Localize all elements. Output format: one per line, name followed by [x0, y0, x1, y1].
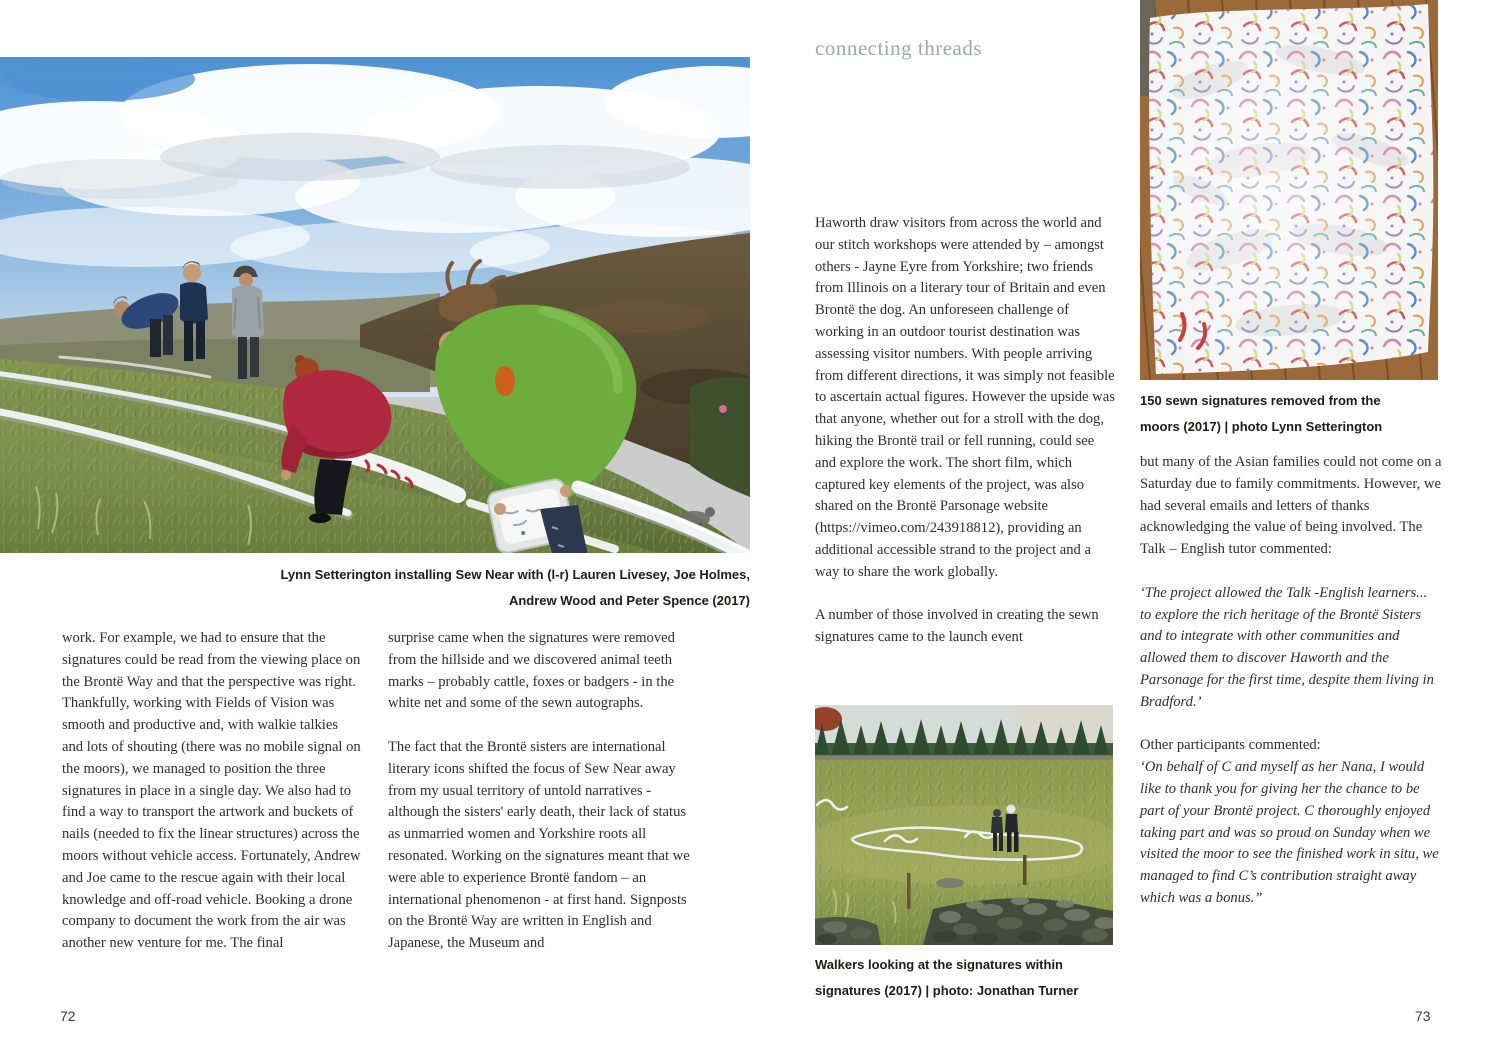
left-column-1: work. For example, we had to ensure that the signatures could be read from the viewing place on the Brontë Way and that the perspective was right. Thankfully, working with Fields of Vision was smooth and productive and, with walkie talkies and lots of shouting (there was no mobile signal on the moors), we managed to position the three signatures in place in a single day. We also had to find a way to transport the artwork and buckets of nails (needed to fix the linear structures) across the moors without vehicle access. Fortunately, Andrew and Joe came to the rescue again with their local knowledge and off-road vehicle. Booking a drone company to document the work from the air was another new venture for me. The final [62, 630, 361, 952]
fence-post-2 [1023, 855, 1027, 885]
quote-lead: Other participants commented: [1140, 737, 1321, 754]
paragraph: The fact that the Brontë sisters are international literary icons shifted the focus of Sew Near away from my usual territory of untold narratives - although the sisters' early death, their lack of status as unmarried women and Yorkshire roots all resonated. Working on the signatures meant that we were able to experience Brontë fandom – an international phenomenon - at first hand. Signposts on the Brontë Way are written in English and Japanese, the Museum and [388, 738, 690, 952]
signatures-photo [1140, 0, 1438, 380]
quote-text: ‘On behalf of C and myself as her Nana, I would like to thank you for giving her the chance to be part of your Brontë project. C thoroughly enjoyed taking part and was so proud on Sunday when we visited the moor to see the finished work in situ, we managed to find C’s contribution straight away which was a bonus.” [1140, 759, 1439, 906]
quilt-highlight [1149, 4, 1433, 374]
main-photo [0, 57, 750, 553]
main-photo-caption: Lynn Setterington installing Sew Near with (l-r) Lauren Livesey, Joe Holmes, Andrew Wood and Peter Spence (2017) [280, 567, 750, 608]
page-number-left: 72 [60, 1008, 76, 1024]
signatures-photo-caption: 150 sewn signatures removed from the moors (2017) | photo Lynn Setterington [1140, 393, 1383, 434]
paragraph: A number of those involved in creating the sewn signatures came to the launch event [815, 607, 1099, 646]
clouds [0, 57, 750, 280]
far-stone-wall [815, 755, 1113, 760]
running-header: connecting threads [815, 36, 983, 60]
page-number-right: 73 [1415, 1008, 1431, 1024]
walkers-photo [815, 705, 1113, 945]
tree-patch [690, 377, 750, 497]
walkers-photo-caption: Walkers looking at the signatures within signatures (2017) | photo: Jonathan Turner [815, 957, 1079, 998]
stone-slab [936, 878, 964, 888]
left-column-2 [388, 628, 690, 955]
paragraph: surprise came when the signatures were removed from the hillside and we discovered animal teeth marks – probably cattle, foxes or badgers - in the white net and some of the sewn autographs. [388, 630, 675, 712]
right-column-1 [815, 213, 1117, 649]
quote-paragraph: ‘The project allowed the Talk -English learners... to explore the rich heritage of the Brontë Sisters and to integrate with other communities and allowed them to discover Haworth and the Parsonage for the first time, despite them living in Bradford.’ [1140, 584, 1434, 710]
walkers-photo-graphic [815, 705, 1113, 945]
paragraph: Haworth draw visitors from across the world and our stitch workshops were attended by – amongst others - Jayne Eyre from Yorkshire; two friends from Illinois on a literary tour of Britain and even Brontë the dog. An unforeseen challenge of working in an outdoor tourist destination was assessing visitor numbers. With people arriving from different directions, it was simply not feasible to ascertain actual figures. However the upside was that anyone, whether out for a stroll with the dog, hiking the Brontë trail or fell running, could see and explore the work. The short film, which captured key elements of the project, was also shared on the Brontë Parsonage website (https://vimeo.com/243918812), providing an additional accessible strand to the project and a way to share the work globally. [815, 215, 1115, 580]
paragraph: but many of the Asian families could not come on a Saturday due to family commitments. However, we had several emails and letters of thanks acknowledging the value of being involved. The Talk – English tutor commented: [1140, 454, 1442, 558]
right-column-2 [1140, 452, 1442, 910]
fence-post [907, 873, 911, 909]
signatures-photo-graphic [1140, 0, 1438, 380]
paragraph-with-quote [1140, 735, 1442, 909]
main-photo-graphic [0, 57, 750, 553]
